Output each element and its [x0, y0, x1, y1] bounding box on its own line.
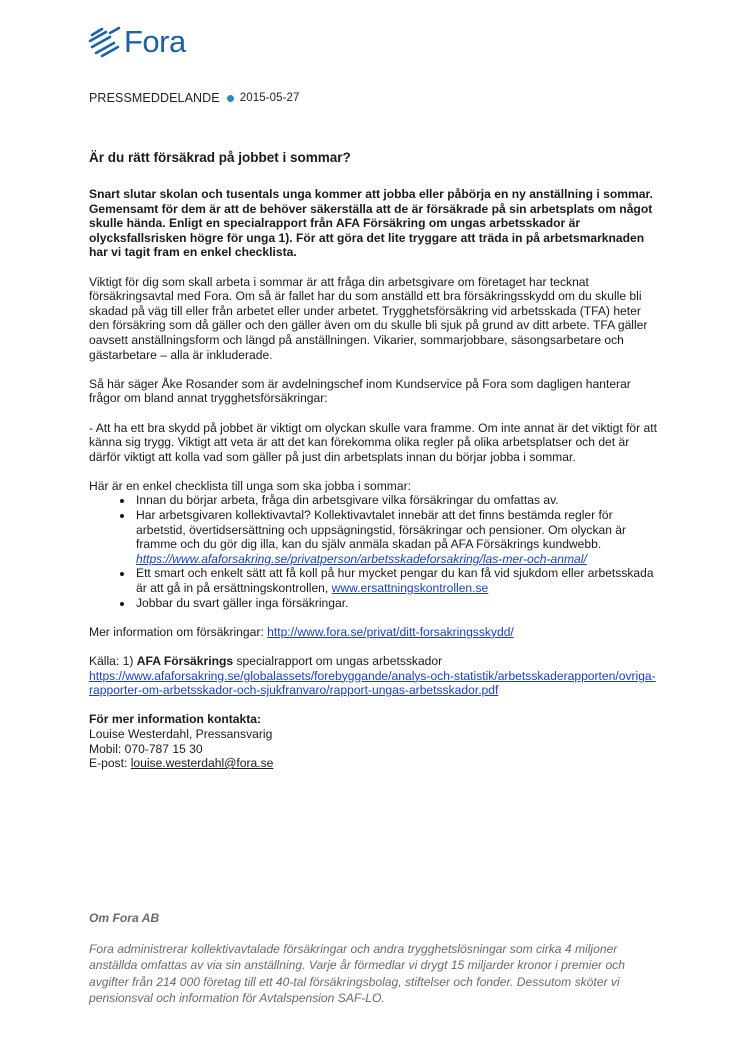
contact-name: Louise Westerdahl, Pressansvarig	[89, 726, 273, 741]
fora-logo	[88, 22, 186, 62]
source-note: Källa: 1) AFA Försäkrings specialrapport om ungas arbetsskador https://www.afaforsakring.se/globalassets/forebyggande/analys-och-statistik/arbetsskaderapporten/ovriga-rapporter-om-arbetsskador-och-sjukfranvaro/rapport-ungas-arbetsskador.pdf	[89, 654, 656, 698]
checklist-item: • Innan du börjar arbeta, fråga din arbetsgivare vilka försäkringar du omfattas av.	[134, 493, 659, 508]
about-text: Fora administrerar kollektivavtalade försäkringar och andra trygghetslösningar som cirka 4 miljoner anställda omfattas av via sin anställning. Varje år förmedlar vi drygt 15 miljarder kronor i premier och avgifter från 214 000 företag till ett 40-tal försäkringsbolag, stiftelser och fonder. Dessutom sköter vi pensionsval och information för Avtalspension SAF-LO.	[89, 941, 625, 1006]
about-fora	[89, 910, 659, 1007]
contact-heading: För mer information kontakta:	[89, 712, 262, 727]
checklist-intro: Här är en enkel checklista till unga som ska jobba i sommar:	[89, 478, 411, 493]
contact-block	[89, 712, 659, 770]
article-body	[89, 150, 659, 771]
paragraph-rosander: Så här säger Åke Rosander som är avdelningschef inom Kundservice på Fora som dagligen hanterar frågor om bland annat trygghetsförsäkringar:	[89, 376, 631, 406]
bullet-dot-icon	[227, 95, 234, 102]
brand-name: Fora	[124, 24, 186, 59]
checklist-item: • Jobbar du svart gäller inga försäkringar.	[134, 596, 659, 611]
email-link[interactable]: louise.westerdahl@fora.se	[130, 756, 274, 771]
fora-wing-icon	[88, 25, 122, 59]
paragraph-tfa: Viktigt för dig som skall arbeta i sommar är att fråga din arbetsgivare om företaget har tecknat försäkringsavtal med Fora. Om så är fallet har du som anställd ett bra försäkringsskydd om du skulle bli skadad på väg till eller från arbetet eller under arbetet. Trygghetsförsäkring vid arbetsskada (TFA) heter den försäkring som då gäller och den gäller även om du skulle bli sjuk på grund av ditt arbete. TFA gäller oavsett anställningsform och längd på anställningen. Vikarier, sommarjobbare, säsongsarbetare och gästarbetare – alla är inkluderade.	[89, 274, 648, 362]
about-title: Om Fora AB	[89, 911, 160, 925]
article-title: Är du rätt försäkrad på jobbet i sommar?	[89, 150, 351, 165]
quote-paragraph: - Att ha ett bra skydd på jobbet är viktigt om olyckan skulle vara framme. Om inte annat är det viktigt för att känna sig trygg. Viktigt att veta är att det kan förekomma olika regler på olika arbetsplatser och det är därför viktigt att kolla vad som gäller på just din arbetsplats innan du börjar jobba i sommar.	[89, 420, 657, 464]
checklist	[89, 493, 659, 610]
fora-insurance-link[interactable]: http://www.fora.se/privat/ditt-forsakringsskydd/	[267, 624, 514, 639]
doc-type: PRESSMEDDELANDE	[89, 91, 220, 105]
ersattningskontrollen-link[interactable]: www.ersattningskontrollen.se	[331, 581, 489, 596]
more-info: Mer information om försäkringar: http://www.fora.se/privat/ditt-forsakringsskydd/	[89, 624, 514, 639]
lead-paragraph: Snart slutar skolan och tusentals unga kommer att jobba eller påbörja en ny anställning i sommar. Gemensamt för dem är att de behöver säkerställa att de är försäkrade på sin arbetsplats om något skulle hända. Enligt en specialrapport från AFA Försäkring om ungas arbetsskador är olycksfallsrisken högre för unga 1). För att göra det lite tryggare att träda in på arbetsmarknaden har vi tagit fram en enkel checklista.	[89, 187, 653, 260]
press-date: 2015-05-27	[239, 92, 300, 104]
afa-anmal-link[interactable]: https://www.afaforsakring.se/privatperson/arbetsskadeforsakring/las-mer-och-anmal/	[136, 551, 587, 566]
afa-report-link[interactable]: https://www.afaforsakring.se/globalassets/forebyggande/analys-och-statistik/arbetsskaderapporten/ovriga-rapporter-om-arbetsskador-och-sjukfranvaro/rapport-ungas-arbetsskador.pdf	[89, 668, 656, 698]
checklist-item: • Ett smart och enkelt sätt att få koll på hur mycket pengar du kan få vid sjukdom eller arbetsskada är att gå in på ersättningskontrollen, www.ersattningskontrollen.se	[134, 566, 659, 595]
checklist-item: • Har arbetsgivaren kollektivavtal? Kollektivavtalet innebär att det finns bestämda regler för arbetstid, övertidsersättning och uppsägningstid, försäkringar och pensioner. Om olyckan är framme och du gör dig illa, kan du själv anmäla skadan på AFA Försäkrings kundwebb. https://www.afaforsakring.se/privatperson/arbetsskadeforsakring/las-mer-och-anmal/	[134, 508, 659, 566]
press-header	[89, 91, 300, 105]
contact-mobile: Mobil: 070-787 15 30	[89, 741, 203, 756]
contact-email: E-post: louise.westerdahl@fora.se	[89, 756, 274, 771]
